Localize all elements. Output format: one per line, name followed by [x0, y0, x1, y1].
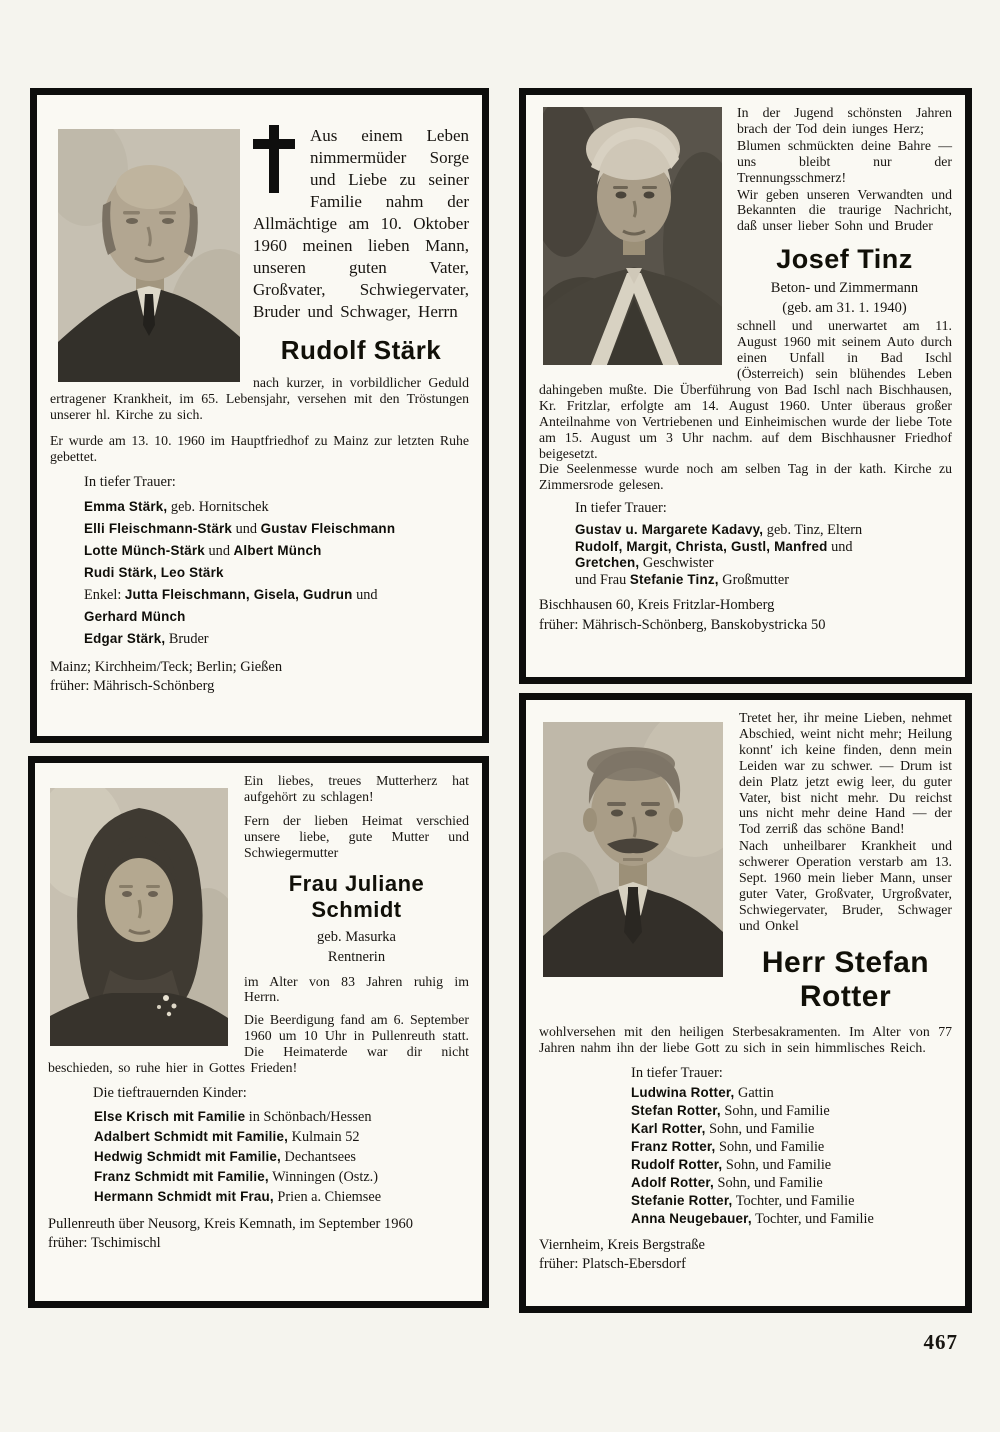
residence-line: Pullenreuth über Neusorg, Kreis Kemnath, im September 1960 [48, 1215, 413, 1232]
cross-icon [253, 125, 295, 193]
mourner-line: Hedwig Schmidt mit Familie, Dechantsees [94, 1148, 356, 1165]
deceased-name: Josef Tinz [776, 244, 913, 275]
mourner-line: Rudi Stärk, Leo Stärk [84, 564, 224, 580]
portrait-photo-elderly-woman [50, 788, 228, 1046]
mourner-line: Adolf Rotter, Sohn, und Familie [631, 1174, 823, 1191]
text-line: In der Jugend schönsten Jahren brach der Tod dein iunges Herz; [737, 105, 952, 136]
burial-text: Er wurde am 13. 10. 1960 im Hauptfriedhof zu Mainz zur letzten Ruhe gebettet. [50, 432, 469, 464]
mourner-line: Ludwina Rotter, Gattin [631, 1084, 774, 1101]
mourner-line: Franz Rotter, Sohn, und Familie [631, 1138, 825, 1155]
mourner-line: Rudolf Rotter, Sohn, und Familie [631, 1156, 832, 1173]
text-line: Fern der lieben Heimat verschied unsere liebe, gute Mutter und Schwiegermutter [244, 812, 469, 860]
illness-text: nach kurzer, in vorbildlicher Geduld ertragener Krankheit, im 65. Lebensjahr, versehen mit den Tröstungen unserer hl. Kirche zu sich. [50, 375, 469, 422]
residence-line: Bischhausen 60, Kreis Fritzlar-Homberg [539, 597, 775, 614]
mourner-line: Gretchen, Geschwister [575, 555, 714, 572]
text-line: Tretet her, ihr meine Lieben, nehmet Abschied, weint nicht mehr; Heilung konnt' ich keine finden, denn mein Leiden war zu schwer. — Drum ist dein Platz jetzt ewig leer, du guter Vater, bist nicht mehr. Du reichst uns nicht mehr deine Hand — der Tod zerriß das schöne Band! [739, 710, 952, 837]
residence-line: Mainz; Kirchheim/Teck; Berlin; Gießen [50, 658, 283, 675]
text-line: Die Seelenmesse wurde noch am selben Tag in der kath. Kirche zu Zimmersrode gelesen. [539, 461, 952, 493]
obituary-josef-tinz [519, 88, 972, 684]
obituary-body-after-name: wohlversehen mit den heiligen Sterbesakramenten. Im Alter von 77 Jahren nahm ihn der liebe Gott zu sich in sein himmlisches Reich. [539, 1023, 952, 1055]
mourner-line: Gerhard Münch [84, 608, 186, 624]
obituary-rudolf-staerk [30, 88, 489, 743]
mourning-label: In tiefer Trauer: [631, 1064, 723, 1081]
mourner-line: Stefan Rotter, Sohn, und Familie [631, 1102, 830, 1119]
mourner-line: Adalbert Schmidt mit Familie, Kulmain 52 [94, 1128, 360, 1145]
portrait-photo-young-man [543, 107, 722, 365]
deceased-name: Frau Juliane Schmidt [288, 870, 425, 922]
mourning-label: Die tieftrauernden Kinder: [93, 1084, 247, 1101]
mourning-label: In tiefer Trauer: [575, 500, 667, 517]
obituary-juliane-schmidt [28, 756, 489, 1308]
former-residence-line: früher: Tschimischl [48, 1235, 161, 1252]
occupation-line: Rentnerin [327, 948, 386, 965]
text-line: Ein liebes, treues Mutterherz hat aufgehört zu schlagen! [244, 773, 469, 804]
mourner-line: Gustav u. Margarete Kadavy, geb. Tinz, Eltern [575, 522, 863, 539]
mourning-label: In tiefer Trauer: [84, 473, 176, 490]
mourner-line: Else Krisch mit Familie in Schönbach/Hessen [94, 1108, 372, 1125]
deceased-name: Rudolf Stärk [280, 335, 442, 365]
mourner-line: Lotte Münch-Stärk und Albert Münch [84, 542, 322, 559]
mourner-list [84, 496, 469, 650]
mourner-line: Hermann Schmidt mit Frau, Prien a. Chiemsee [94, 1188, 382, 1205]
mourner-line: Anna Neugebauer, Tochter, und Familie [631, 1210, 874, 1227]
mourner-line: und Frau Stefanie Tinz, Großmutter [575, 571, 789, 588]
mourner-line: Edgar Stärk, Bruder [84, 630, 209, 647]
mourner-line: Stefanie Rotter, Tochter, und Familie [631, 1192, 855, 1209]
obituary-stefan-rotter [519, 693, 972, 1313]
mourner-line: Elli Fleischmann-Stärk und Gustav Fleischmann [84, 520, 396, 537]
former-residence-line: früher: Platsch-Ebersdorf [539, 1256, 686, 1272]
former-residence-line: früher: Mährisch-Schönberg, Banskobystricka 50 [539, 616, 826, 633]
portrait-photo-elderly-man [58, 129, 240, 382]
mourner-line: Franz Schmidt mit Familie, Winningen (Ostz.) [94, 1168, 379, 1185]
text-line: schnell und unerwartet am 11. August 1960 mit seinem Auto durch einen Unfall in Bad Ischl (Österreich) sein blühendes Leben dahingeben mußte. Die Überführung von Bad Ischl nach Bischhausen, Kr. Fritzlar, erfolgte am 14. August 1960. Unter überaus großer Anteilnahme von Vertriebenen und Einheimischen wurde der liebe Tote am 15. August um 3 Uhr nachm. auf dem Bischhausner Friedhof beigesetzt. [539, 318, 952, 461]
deceased-name: Herr Stefan Rotter [761, 945, 930, 1013]
page-number: 467 [923, 1330, 958, 1354]
mourner-line: Enkel: Jutta Fleischmann, Gisela, Gudrun und [84, 586, 378, 603]
mourner-list [94, 1107, 469, 1207]
passing-text: im Alter von 83 Jahren ruhig im Herrn. [244, 973, 469, 1005]
maiden-name-line: geb. Masurka [317, 928, 396, 945]
obituary-intro-text: Aus einem Leben nimmermüder Sorge und Liebe zu seiner Familie nahm der Allmächtige am 10. Oktober 1960 meinen lieben Mann, unseren guten Vater, Großvater, Schwiegervater, Bruder und Schwager, Herrn [253, 126, 469, 321]
mourner-list [631, 1084, 952, 1228]
birthdate-line: (geb. am 31. 1. 1940) [782, 300, 907, 317]
mourner-list [575, 522, 952, 588]
burial-text: Die Beerdigung fand am 6. September 1960 um 10 Uhr in Pullenreuth statt. Die Heimaterde war dir nicht beschieden, so ruhe hier in Gottes Frieden! [48, 1012, 469, 1076]
former-residence-line: früher: Mährisch-Schönberg [50, 678, 215, 695]
portrait-photo-mustached-man [543, 722, 723, 977]
profession-line: Beton- und Zimmermann [770, 280, 919, 297]
mourner-line: Rudolf, Margit, Christa, Gustl, Manfred und [575, 538, 853, 555]
obituary-body-before-name: Nach unheilbarer Krankheit und schwerer Operation verstarb am 13. Sept. 1960 mein lieber Mann, unser guter Vater, Großvater, Urgroßvater, Schwiegervater, Bruder, Schwager und Onkel [739, 838, 952, 933]
text-line: Blumen schmückten deine Bahre — uns bleibt nur der Trennungsschmerz! [737, 137, 952, 185]
text-line: Wir geben unseren Verwandten und Bekannten die traurige Nachricht, daß unser lieber Sohn und Bruder [737, 186, 952, 234]
mourner-line: Emma Stärk, geb. Hornitschek [84, 498, 269, 515]
mourner-line: Karl Rotter, Sohn, und Familie [631, 1120, 815, 1137]
residence-line: Viernheim, Kreis Bergstraße [539, 1236, 705, 1253]
